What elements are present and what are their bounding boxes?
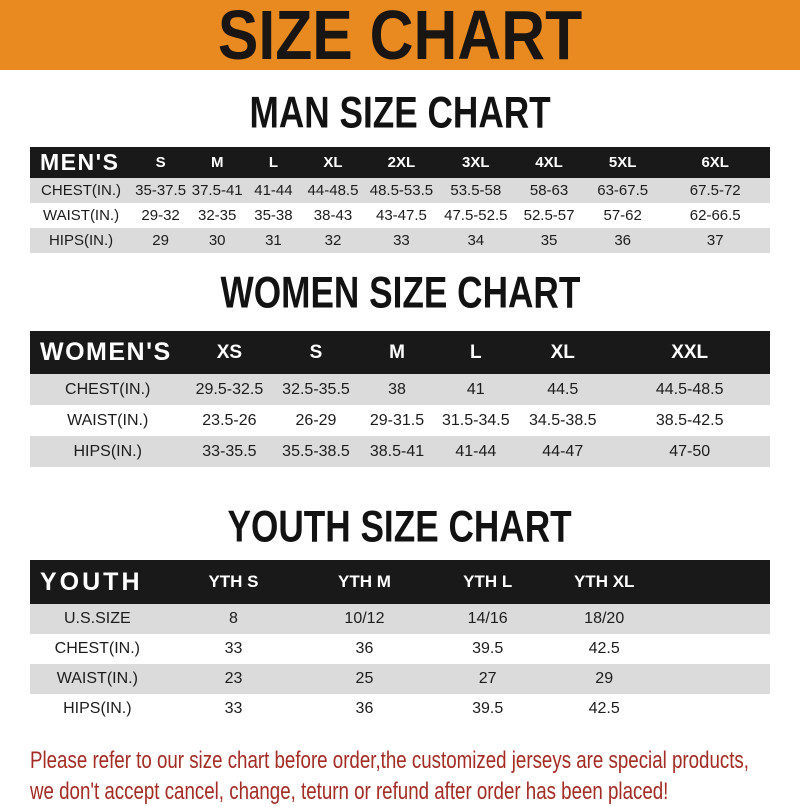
size-cell: 44-47	[516, 436, 609, 467]
size-cell: 44.5-48.5	[609, 374, 770, 405]
size-cell: 8	[165, 604, 303, 634]
size-cell: 38	[359, 374, 436, 405]
size-cell: 29	[132, 228, 189, 253]
row-label: HIPS(IN.)	[30, 436, 185, 467]
size-cell-blank	[660, 634, 770, 664]
table-row	[30, 203, 770, 228]
column-header: XL	[516, 331, 609, 374]
size-cell: 31	[245, 228, 301, 253]
size-cell: 32.5-35.5	[273, 374, 358, 405]
size-header-row	[30, 147, 770, 178]
youth-section-heading-text: YOUTH SIZE CHART	[227, 502, 573, 552]
column-header: XL	[302, 147, 365, 178]
column-header: S	[273, 331, 358, 374]
size-cell: 53.5-58	[438, 178, 513, 203]
size-cell: 29-31.5	[359, 405, 436, 436]
size-cell: 29	[549, 664, 660, 694]
column-header: L	[245, 147, 301, 178]
size-cell: 30	[189, 228, 245, 253]
size-cell: 33	[364, 228, 438, 253]
size-cell: 44-48.5	[302, 178, 365, 203]
table-row	[30, 228, 770, 253]
row-label: HIPS(IN.)	[30, 694, 165, 724]
size-cell: 29-32	[132, 203, 189, 228]
size-cell: 35-38	[245, 203, 301, 228]
women-size-table	[30, 331, 770, 467]
column-header: L	[435, 331, 516, 374]
men-section-heading-text: MAN SIZE CHART	[249, 88, 551, 138]
table-row	[30, 405, 770, 436]
size-cell: 10/12	[302, 604, 426, 634]
size-chart-banner	[0, 0, 800, 74]
women-section-heading	[0, 268, 800, 321]
youth-size-table	[30, 560, 770, 724]
column-header: M	[359, 331, 436, 374]
size-cell: 63-67.5	[585, 178, 660, 203]
row-label: U.S.SIZE	[30, 604, 165, 634]
table-row	[30, 604, 770, 634]
men-size-section	[0, 70, 800, 253]
size-cell: 14/16	[427, 604, 549, 634]
size-cell: 31.5-34.5	[435, 405, 516, 436]
size-cell: 41-44	[435, 436, 516, 467]
size-cell-blank	[660, 664, 770, 694]
table-corner-label: YOUTH	[30, 560, 165, 604]
row-label: HIPS(IN.)	[30, 228, 132, 253]
youth-section-heading	[0, 502, 800, 555]
size-cell: 57-62	[585, 203, 660, 228]
disclaimer-line-1: Please refer to our size chart before order,the customized jerseys are special products,	[30, 747, 750, 774]
disclaimer-text	[0, 745, 800, 807]
column-header: 2XL	[364, 147, 438, 178]
size-cell: 25	[302, 664, 426, 694]
size-cell-blank	[660, 604, 770, 634]
size-cell: 48.5-53.5	[364, 178, 438, 203]
column-header-blank	[660, 560, 770, 604]
size-cell: 36	[302, 634, 426, 664]
size-cell: 26-29	[273, 405, 358, 436]
size-header-row	[30, 331, 770, 374]
row-label: CHEST(IN.)	[30, 178, 132, 203]
column-header: YTH S	[165, 560, 303, 604]
size-cell-blank	[660, 694, 770, 724]
table-row	[30, 436, 770, 467]
size-cell: 47.5-52.5	[438, 203, 513, 228]
size-cell: 62-66.5	[660, 203, 770, 228]
row-label: CHEST(IN.)	[30, 634, 165, 664]
size-cell: 43-47.5	[364, 203, 438, 228]
size-cell: 23.5-26	[185, 405, 273, 436]
column-header: 5XL	[585, 147, 660, 178]
size-cell: 27	[427, 664, 549, 694]
disclaimer-line-2: we don't accept cancel, change, teturn or refund after order has been placed!	[30, 778, 669, 805]
column-header: XXL	[609, 331, 770, 374]
size-cell: 44.5	[516, 374, 609, 405]
size-cell: 47-50	[609, 436, 770, 467]
size-cell: 33	[165, 694, 303, 724]
size-cell: 37.5-41	[189, 178, 245, 203]
size-cell: 39.5	[427, 694, 549, 724]
size-cell: 58-63	[513, 178, 585, 203]
men-section-heading	[0, 88, 800, 138]
column-header: 3XL	[438, 147, 513, 178]
size-cell: 29.5-32.5	[185, 374, 273, 405]
row-label: CHEST(IN.)	[30, 374, 185, 405]
size-cell: 34.5-38.5	[516, 405, 609, 436]
size-cell: 33	[165, 634, 303, 664]
column-header: 4XL	[513, 147, 585, 178]
column-header: 6XL	[660, 147, 770, 178]
women-section-heading-text: WOMEN SIZE CHART	[220, 268, 580, 318]
size-cell: 36	[302, 694, 426, 724]
youth-size-section	[0, 467, 800, 724]
size-cell: 37	[660, 228, 770, 253]
column-header: M	[189, 147, 245, 178]
men-size-table	[30, 147, 770, 253]
size-cell: 42.5	[549, 694, 660, 724]
size-cell: 34	[438, 228, 513, 253]
size-cell: 67.5-72	[660, 178, 770, 203]
size-cell: 41	[435, 374, 516, 405]
column-header: YTH XL	[549, 560, 660, 604]
size-cell: 38.5-41	[359, 436, 436, 467]
column-header: XS	[185, 331, 273, 374]
size-header-row	[30, 560, 770, 604]
size-cell: 38-43	[302, 203, 365, 228]
column-header: YTH M	[302, 560, 426, 604]
banner-title: SIZE CHART	[217, 0, 583, 74]
size-cell: 35.5-38.5	[273, 436, 358, 467]
size-cell: 18/20	[549, 604, 660, 634]
size-cell: 32	[302, 228, 365, 253]
row-label: WAIST(IN.)	[30, 664, 165, 694]
table-row	[30, 374, 770, 405]
table-row	[30, 634, 770, 664]
column-header: YTH L	[427, 560, 549, 604]
row-label: WAIST(IN.)	[30, 405, 185, 436]
size-cell: 23	[165, 664, 303, 694]
size-cell: 42.5	[549, 634, 660, 664]
table-corner-label: WOMEN'S	[30, 331, 185, 374]
size-cell: 52.5-57	[513, 203, 585, 228]
size-cell: 35-37.5	[132, 178, 189, 203]
size-cell: 41-44	[245, 178, 301, 203]
table-row	[30, 694, 770, 724]
size-cell: 39.5	[427, 634, 549, 664]
size-cell: 38.5-42.5	[609, 405, 770, 436]
size-cell: 32-35	[189, 203, 245, 228]
column-header: S	[132, 147, 189, 178]
size-cell: 36	[585, 228, 660, 253]
size-cell: 33-35.5	[185, 436, 273, 467]
table-row	[30, 664, 770, 694]
women-size-section	[0, 253, 800, 467]
table-row	[30, 178, 770, 203]
row-label: WAIST(IN.)	[30, 203, 132, 228]
table-corner-label: MEN'S	[30, 147, 132, 178]
size-cell: 35	[513, 228, 585, 253]
